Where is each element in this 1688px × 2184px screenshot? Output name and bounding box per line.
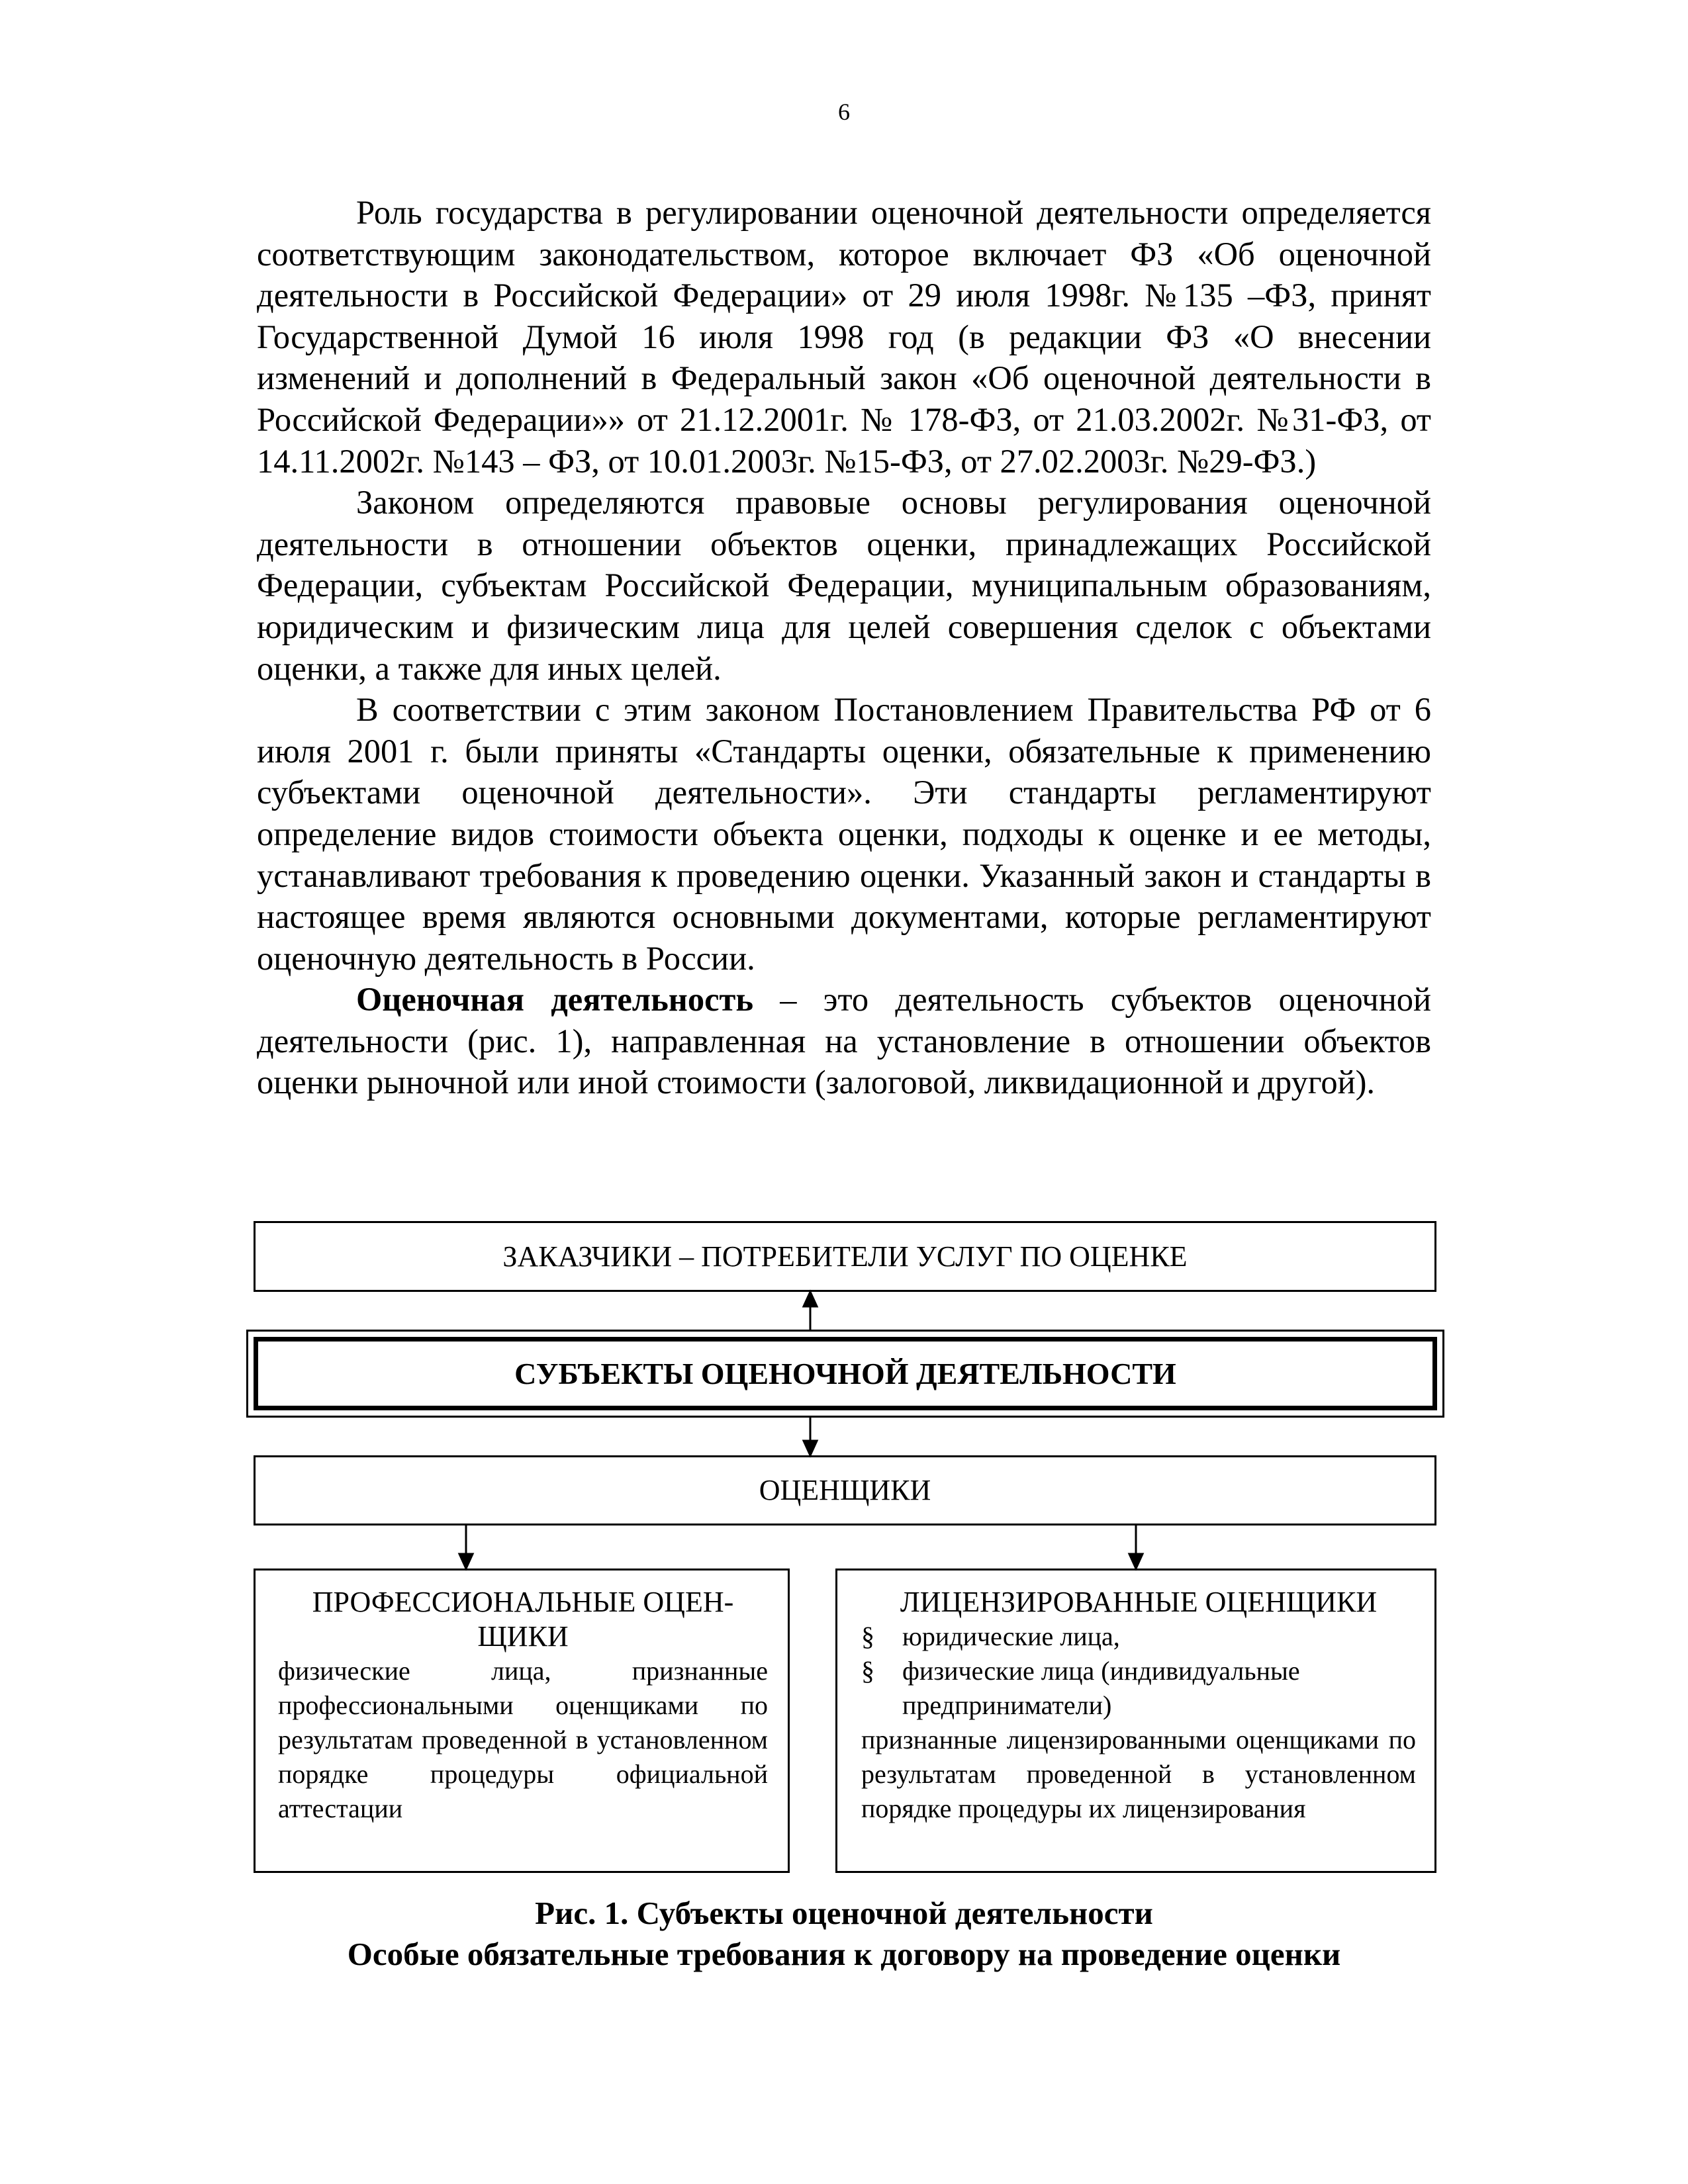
licensed-bullet-text: физические лица (индивидуальные предприниматели) xyxy=(902,1656,1300,1720)
subjects-label: СУБЪЕКТЫ ОЦЕНОЧНОЙ ДЕЯТЕЛЬНОСТИ xyxy=(514,1356,1176,1390)
licensed-title: ЛИЦЕНЗИРОВАННЫЕ ОЦЕНЩИКИ xyxy=(900,1586,1378,1618)
definition-text: – это деятельность субъектов оценочной деятельности (рис. 1), направленная на установление в отношении объектов оценки рыночной или иной стоимости (залоговой, ликвидационной и другой). xyxy=(257,981,1431,1101)
paragraph-3: В соответствии с этим законом Постановлением Правительства РФ от 6 июля 2001 г. были приняты «Стандарты оценки, обязательные к применению субъектами оценочной деятельности». Эти стандарты регламентируют определение видов стоимости объекта оценки, подходы к оценке и ее методы, устанавливают требования к проведению оценки. Указанный закон и стандарты в настоящее время являются основными документами, которые регламентируют оценочную деятельность в России. xyxy=(257,691,1431,977)
professional-title-line2: ЩИКИ xyxy=(477,1620,569,1653)
page-number: 6 xyxy=(838,99,850,125)
paragraph-2: Законом определяются правовые основы регулирования оценочной деятельности в отношении объектов оценки, принадлежащих Российской Федерации, субъектам Российской Федерации, муниципальным образованиям, юридическим и физическим лица для целей совершения сделок с объектами оценки, а также для иных целей. xyxy=(257,484,1431,687)
arrowhead-down-icon xyxy=(459,1554,473,1569)
professional-description: физические лица, признанные профессиональными оценщиками по результатам проведенной в установленном порядке процедуры официальной аттестации xyxy=(278,1656,768,1823)
professional-title-line1: ПРОФЕССИОНАЛЬНЫЕ ОЦЕН- xyxy=(312,1586,734,1618)
arrowhead-down-icon xyxy=(804,1441,817,1455)
figure-caption: Рис. 1. Субъекты оценочной деятельности xyxy=(535,1895,1153,1931)
section-sign-icon: § xyxy=(861,1621,874,1651)
section-sign-icon: § xyxy=(861,1656,874,1686)
arrowhead-up-icon xyxy=(804,1292,817,1306)
appraisers-label: ОЦЕНЩИКИ xyxy=(759,1474,931,1506)
paragraph-1: Роль государства в регулировании оценочной деятельности определяется соответствующим законодательством, которое включает ФЗ «Об оценочной деятельности в Российской Федерации» от 29 июля 1998г. №135 –ФЗ, принят Государственной Думой 16 июля 1998 год (в редакции ФЗ «О внесении изменений и дополнений в Федеральный закон «Об оценочной деятельности в Российской Федерации»» от 21.12.2001г. № 178-ФЗ, от 21.03.2002г. №31-ФЗ, от 14.11.2002г. №143 – ФЗ, от 10.01.2003г. №15-ФЗ, от 27.02.2003г. №29-ФЗ.) xyxy=(257,194,1431,480)
section-heading: Особые обязательные требования к договору на проведение оценки xyxy=(347,1936,1341,1972)
customers-label: ЗАКАЗЧИКИ – ПОТРЕБИТЕЛИ УСЛУГ ПО ОЦЕНКЕ xyxy=(502,1240,1188,1273)
definition-term: Оценочная деятельность xyxy=(356,981,754,1019)
licensed-bullet-text: юридические лица, xyxy=(902,1621,1120,1651)
licensed-description: признанные лицензированными оценщиками по результатам проведенной в установленном порядке процедуры их лицензирования xyxy=(861,1725,1416,1823)
arrowhead-down-icon xyxy=(1129,1554,1143,1569)
